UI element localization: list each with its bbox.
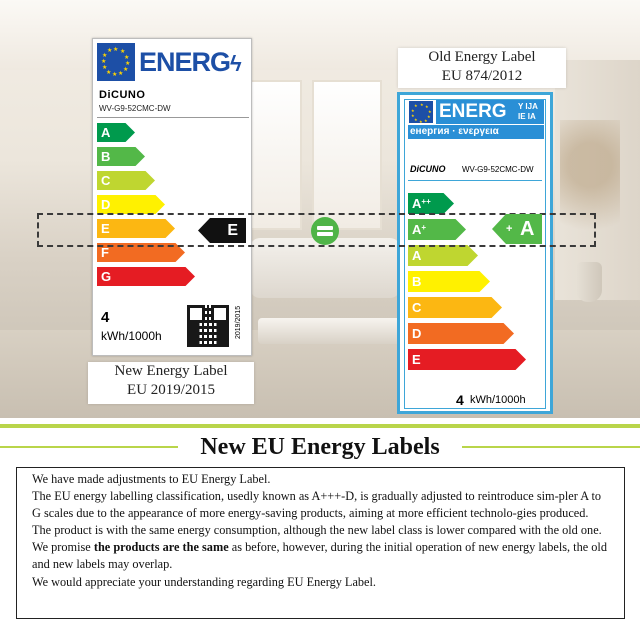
eu-flag-icon: ★ ★ ★ ★ ★ ★ ★ ★ ★ ★ xyxy=(408,100,434,124)
coffee-table xyxy=(258,318,418,344)
energy-class-bar xyxy=(408,245,478,266)
decor-branches xyxy=(560,120,620,270)
energy-class-bar xyxy=(408,297,502,318)
model-number: WV-G9-52CMC-DW xyxy=(462,165,534,174)
notice-paragraph: We have made adjustments to EU Energy Label. xyxy=(32,472,271,486)
caption-line: Old Energy Label xyxy=(428,49,536,65)
energy-class-letter: G xyxy=(101,269,112,284)
new-energy-label xyxy=(92,38,252,356)
consumption-value: 4 xyxy=(101,309,110,326)
bolt-icon: ϟ xyxy=(230,51,241,76)
energy-class-letter: A xyxy=(412,248,422,263)
equals-icon xyxy=(311,217,339,245)
notice-paragraph: The EU energy labelling classification, usedly known as A+++-D, is gradually adjusted to reintroduce sim-pler A to G scales due to the appearance of more energy-saving products, aiming at more efficient technolo-gies produced. xyxy=(32,489,602,521)
energy-class-bar xyxy=(408,349,526,370)
new-rating-indicator: E xyxy=(198,218,246,243)
energy-class-bar xyxy=(97,147,145,166)
energy-logo-text: ENERGϟ xyxy=(139,47,241,77)
notice-text xyxy=(32,471,612,591)
caption-line: EU 874/2012 xyxy=(441,68,523,84)
energy-logo-text: ENERG Y IJA IE IA xyxy=(436,100,544,124)
energy-class-bar xyxy=(408,323,514,344)
energy-class-bar xyxy=(97,195,165,214)
new-label-caption xyxy=(88,362,254,404)
divider xyxy=(97,117,249,118)
eu-flag-icon: ★ ★ ★ ★ ★ ★ ★ ★ ★ ★ ★ ★ xyxy=(97,43,135,81)
sofa xyxy=(250,238,400,298)
energy-class-bar xyxy=(97,267,195,286)
consumption-unit: kWh/1000h xyxy=(101,329,162,343)
energy-class-letter: F xyxy=(101,245,109,260)
divider xyxy=(408,180,542,181)
qr-code-icon xyxy=(187,305,229,347)
window xyxy=(312,80,382,230)
energy-class-letter: A++ xyxy=(412,196,431,211)
section-divider xyxy=(0,424,640,428)
energy-class-letter: A xyxy=(101,125,111,140)
notice-paragraph: We would appreciate your understanding regarding EU Energy Label. xyxy=(32,574,377,589)
consumption-value: 4 xyxy=(456,392,464,408)
brand-name: DiCUNO xyxy=(99,89,146,101)
regulation-number: 2019/2015 xyxy=(235,305,242,339)
vase xyxy=(576,262,602,302)
notice-paragraph: We promise the products are the same as before, however, during the initial operation of new energy labels, the old and new labels may overlap. xyxy=(32,540,607,572)
energy-class-letter: C xyxy=(101,173,111,188)
caption-line: New Energy Label xyxy=(114,363,228,379)
energy-class-letter: D xyxy=(412,326,422,341)
new-label-header xyxy=(97,43,249,83)
energy-class-bar xyxy=(408,271,490,292)
section-title: New EU Energy Labels xyxy=(200,434,440,460)
caption-line: EU 2019/2015 xyxy=(127,382,215,398)
old-label-caption xyxy=(398,48,566,88)
notice-paragraph: The product is with the same energy consumption, although the new label class is lower compared with the old one. xyxy=(32,523,602,538)
energy-class-letter: E xyxy=(101,221,110,236)
energy-class-letter: D xyxy=(101,197,111,212)
energy-class-letter: B xyxy=(412,274,422,289)
energy-class-letter: E xyxy=(412,352,421,367)
energy-class-letter: B xyxy=(101,149,111,164)
energy-class-bar xyxy=(408,193,454,214)
old-rating-indicator: A + xyxy=(492,214,542,244)
energy-class-bar xyxy=(97,171,155,190)
language-strip: енергия · ενεργεια xyxy=(408,125,544,139)
old-label-header xyxy=(408,100,544,140)
brand-name: DiCUNO xyxy=(410,164,446,174)
logo-suffix: Y IJA IE IA xyxy=(518,102,538,121)
energy-class-bar xyxy=(97,123,135,142)
energy-class-letter: A+ xyxy=(412,222,427,237)
model-number: WV-G9-52CMC-DW xyxy=(99,104,171,113)
energy-class-letter: C xyxy=(412,300,422,315)
consumption-unit: kWh/1000h xyxy=(470,394,526,406)
